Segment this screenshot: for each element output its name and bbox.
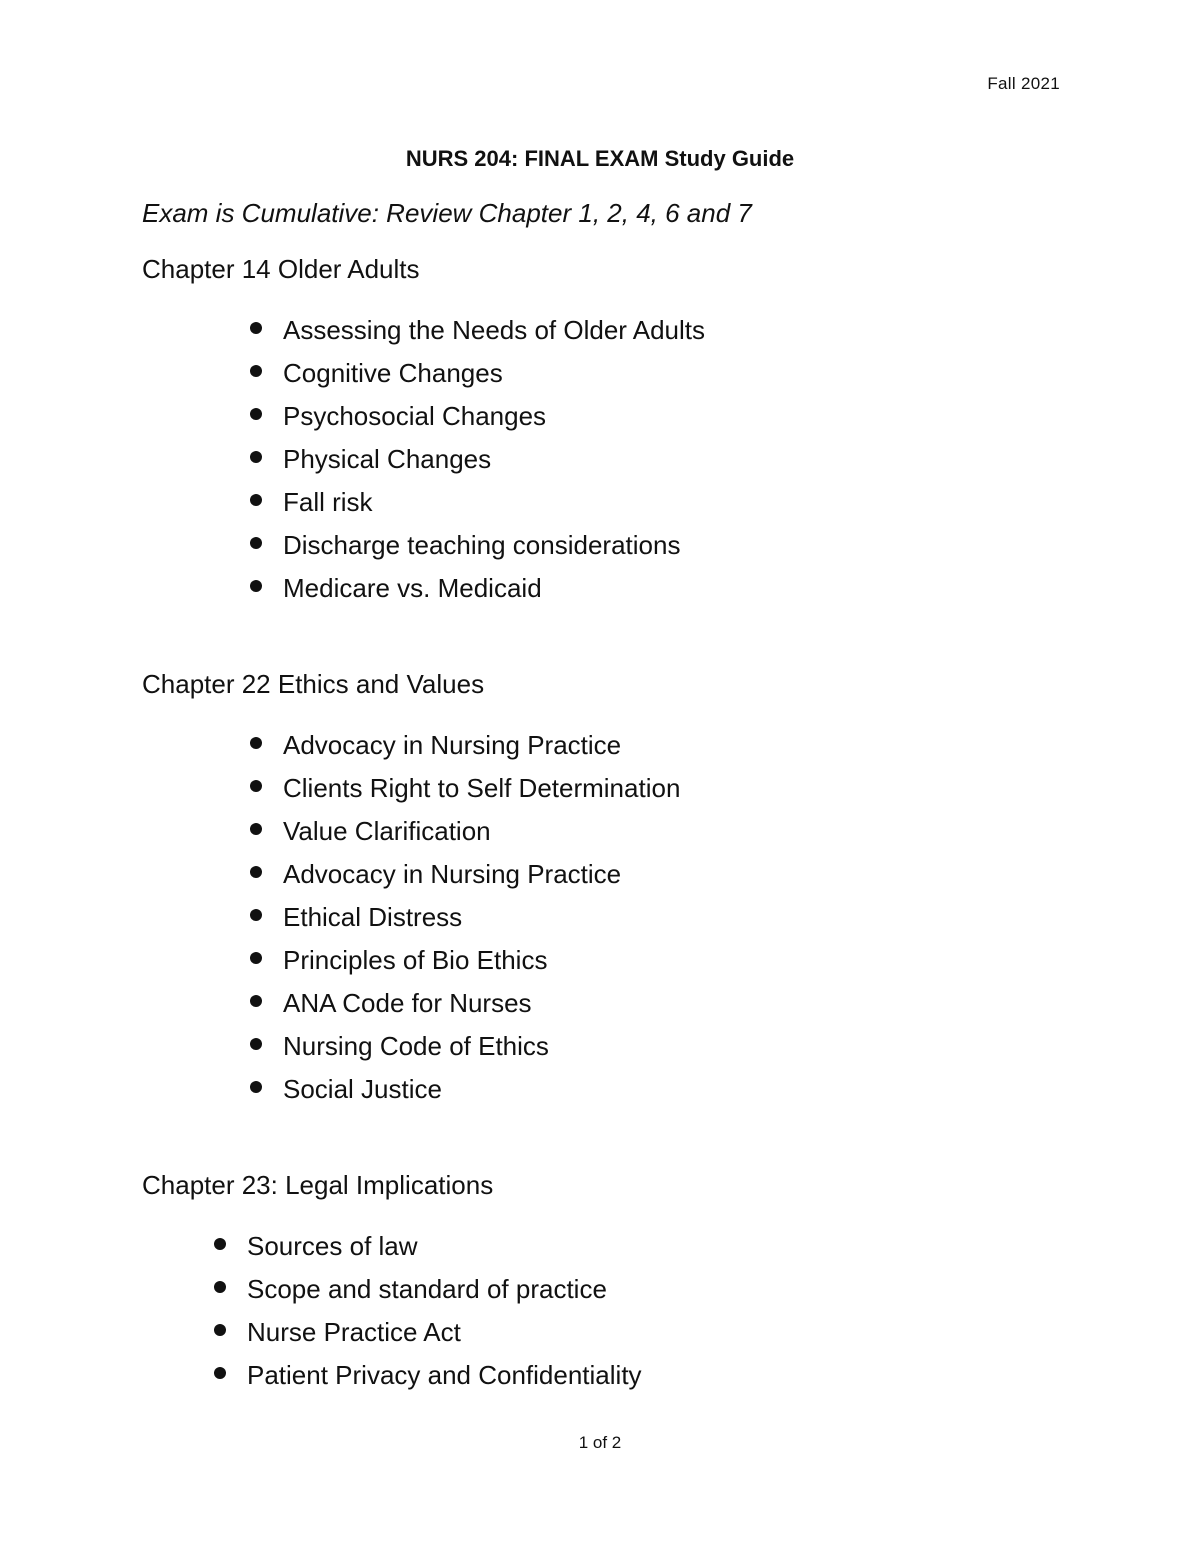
list-item-text: Physical Changes [283, 444, 492, 474]
list-item-text: Cognitive Changes [283, 358, 503, 388]
list-item [250, 572, 705, 615]
list-item [250, 815, 680, 858]
list-item-text: Advocacy in Nursing Practice [283, 730, 622, 760]
bullet-icon [214, 1367, 226, 1379]
bullet-icon [250, 494, 262, 506]
bullet-icon [214, 1238, 226, 1250]
list-item [250, 987, 680, 1030]
list-item [250, 901, 680, 944]
section-heading-chapter-14: Chapter 14 Older Adults [142, 254, 420, 284]
list-item-text: Discharge teaching considerations [283, 530, 681, 560]
list-item-text: Sources of law [247, 1231, 418, 1261]
list-item [250, 944, 680, 987]
list-item-text: Clients Right to Self Determination [283, 773, 681, 803]
list-item [214, 1273, 642, 1316]
list-item-text: Ethical Distress [283, 902, 463, 932]
section-heading-chapter-22: Chapter 22 Ethics and Values [142, 669, 485, 699]
list-item-text: Principles of Bio Ethics [283, 945, 548, 975]
section-list-chapter-22 [250, 729, 680, 1116]
list-item [250, 314, 705, 357]
list-item-text: Fall risk [283, 487, 373, 517]
bullet-icon [214, 1324, 226, 1336]
bullet-icon [250, 780, 262, 792]
list-item [250, 772, 680, 815]
list-item-text: Nursing Code of Ethics [283, 1031, 549, 1061]
list-item-text: Advocacy in Nursing Practice [283, 859, 622, 889]
section-list-chapter-23 [214, 1230, 642, 1402]
list-item-text: ANA Code for Nurses [283, 988, 532, 1018]
section-list-chapter-14 [250, 314, 705, 615]
list-item [250, 400, 705, 443]
list-item [214, 1230, 642, 1273]
bullet-icon [250, 952, 262, 964]
bullet-icon [250, 1038, 262, 1050]
bullet-icon [250, 737, 262, 749]
bullet-icon [250, 537, 262, 549]
list-item [250, 1073, 680, 1116]
list-item-text: Assessing the Needs of Older Adults [283, 315, 706, 345]
bullet-icon [214, 1281, 226, 1293]
list-item-text: Value Clarification [283, 816, 491, 846]
list-item [250, 729, 680, 772]
bullet-icon [250, 408, 262, 420]
document-title: NURS 204: FINAL EXAM Study Guide [405, 146, 795, 171]
list-item [250, 443, 705, 486]
bullet-icon [250, 322, 262, 334]
list-item [250, 357, 705, 400]
list-item [250, 858, 680, 901]
cumulative-note: Exam is Cumulative: Review Chapter 1, 2, 4, 6 and 7 [142, 198, 752, 228]
page-number: 1 of 2 [578, 1433, 622, 1452]
section-heading-chapter-23: Chapter 23: Legal Implications [142, 1170, 494, 1200]
list-item-text: Nurse Practice Act [247, 1317, 461, 1347]
list-item-text: Patient Privacy and Confidentiality [247, 1360, 642, 1390]
list-item [250, 486, 705, 529]
list-item [250, 529, 705, 572]
bullet-icon [250, 909, 262, 921]
list-item-text: Medicare vs. Medicaid [283, 573, 542, 603]
list-item-text: Scope and standard of practice [247, 1274, 607, 1304]
bullet-icon [250, 451, 262, 463]
bullet-icon [250, 1081, 262, 1093]
bullet-icon [250, 823, 262, 835]
bullet-icon [250, 580, 262, 592]
bullet-icon [250, 365, 262, 377]
header-term: Fall 2021 [987, 74, 1060, 93]
list-item [214, 1316, 642, 1359]
list-item [250, 1030, 680, 1073]
list-item [214, 1359, 642, 1402]
list-item-text: Psychosocial Changes [283, 401, 547, 431]
bullet-icon [250, 995, 262, 1007]
bullet-icon [250, 866, 262, 878]
list-item-text: Social Justice [283, 1074, 442, 1104]
